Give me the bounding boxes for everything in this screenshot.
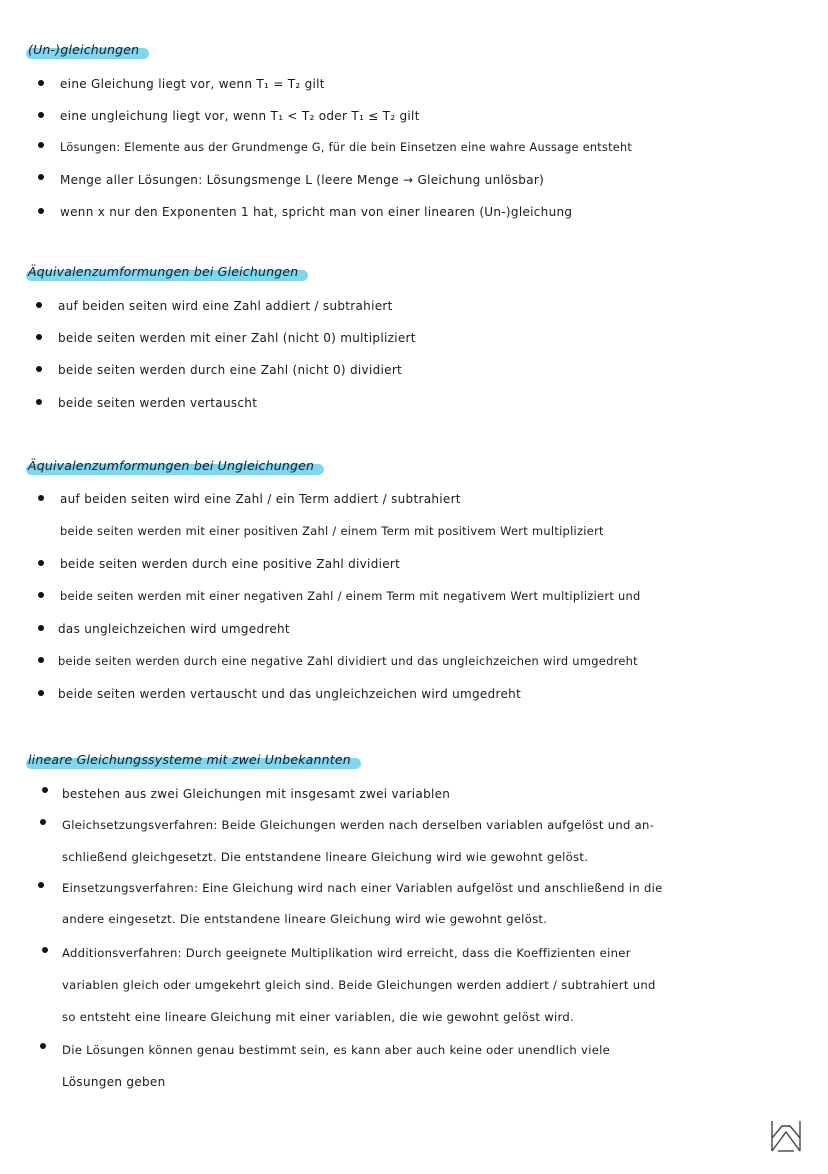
bullet-icon (36, 399, 42, 405)
list-item: Lösungen: Elemente aus der Grundmenge G, für die bein Einsetzen eine wahre Aussage entsteht (60, 141, 633, 154)
bullet-icon (38, 560, 44, 566)
bullet-icon (38, 882, 44, 888)
bullet-icon (40, 1043, 46, 1049)
list-item: wenn x nur den Exponenten 1 hat, spricht man von einer linearen (Un-)gleichung (60, 205, 573, 219)
list-item: Lösungen geben (62, 1075, 166, 1089)
list-item: schließend gleichgesetzt. Die entstandene lineare Gleichung wird wie gewohnt gelöst. (62, 850, 589, 864)
section-heading: Äquivalenzumformungen bei Ungleichungen (26, 458, 324, 474)
bullet-icon (36, 334, 42, 340)
bullet-icon (40, 819, 46, 825)
bullet-icon (36, 366, 42, 372)
bullet-icon (38, 80, 44, 86)
bullet-icon (38, 625, 44, 631)
bullet-icon (42, 947, 48, 953)
list-item: variablen gleich oder umgekehrt gleich sind. Beide Gleichungen werden addiert / subtrahiert und (62, 978, 656, 992)
section-heading: Äquivalenzumformungen bei Gleichungen (26, 264, 308, 280)
list-item: beide seiten werden mit einer positiven Zahl / einem Term mit positivem Wert multipliziert (60, 524, 604, 538)
bullet-icon (38, 495, 44, 501)
section-heading: lineare Gleichungssysteme mit zwei Unbekannten (26, 752, 361, 768)
list-item: beide seiten werden vertauscht (58, 396, 258, 410)
bullet-icon (38, 174, 44, 180)
list-item: beide seiten werden vertauscht und das ungleichzeichen wird umgedreht (58, 687, 522, 701)
knowunity-logo-icon (768, 1118, 804, 1154)
list-item: andere eingesetzt. Die entstandene lineare Gleichung wird wie gewohnt gelöst. (62, 912, 548, 926)
list-item: beide seiten werden durch eine positive Zahl dividiert (60, 557, 401, 571)
list-item: so entsteht eine lineare Gleichung mit einer variablen, die wie gewohnt gelöst wird. (62, 1010, 575, 1024)
list-item: Gleichsetzungsverfahren: Beide Gleichungen werden nach derselben variablen aufgelöst und an- (62, 818, 655, 832)
bullet-icon (38, 657, 44, 663)
bullet-icon (36, 302, 42, 308)
list-item: eine ungleichung liegt vor, wenn T₁ < T₂ oder T₁ ≤ T₂ gilt (60, 109, 420, 123)
list-item: beide seiten werden durch eine negative Zahl dividiert und das ungleichzeichen wird umgedreht (58, 654, 638, 668)
list-item: bestehen aus zwei Gleichungen mit insgesamt zwei variablen (62, 787, 451, 801)
list-item: auf beiden seiten wird eine Zahl / ein Term addiert / subtrahiert (60, 492, 461, 506)
bullet-icon (42, 787, 48, 793)
list-item: das ungleichzeichen wird umgedreht (58, 622, 290, 636)
bullet-icon (38, 112, 44, 118)
list-item: Einsetzungsverfahren: Eine Gleichung wird nach einer Variablen aufgelöst und anschließend in die (62, 881, 663, 895)
list-item: Die Lösungen können genau bestimmt sein, es kann aber auch keine oder unendlich viele (62, 1043, 611, 1057)
list-item: beide seiten werden durch eine Zahl (nicht 0) dividiert (58, 363, 403, 377)
list-item: auf beiden seiten wird eine Zahl addiert / subtrahiert (58, 299, 393, 313)
list-item: beide seiten werden mit einer Zahl (nicht 0) multipliziert (58, 331, 416, 345)
bullet-icon (38, 690, 44, 696)
bullet-icon (38, 208, 44, 214)
list-item: Additionsverfahren: Durch geeignete Multiplikation wird erreicht, dass die Koeffizienten einer (62, 946, 631, 960)
list-item: Menge aller Lösungen: Lösungsmenge L (leere Menge → Gleichung unlösbar) (60, 173, 545, 187)
section-heading: (Un-)gleichungen (26, 42, 149, 58)
bullet-icon (38, 592, 44, 598)
bullet-icon (38, 142, 44, 148)
list-item: eine Gleichung liegt vor, wenn T₁ = T₂ gilt (60, 77, 325, 91)
list-item: beide seiten werden mit einer negativen Zahl / einem Term mit negativem Wert multipliziert und (60, 589, 641, 603)
